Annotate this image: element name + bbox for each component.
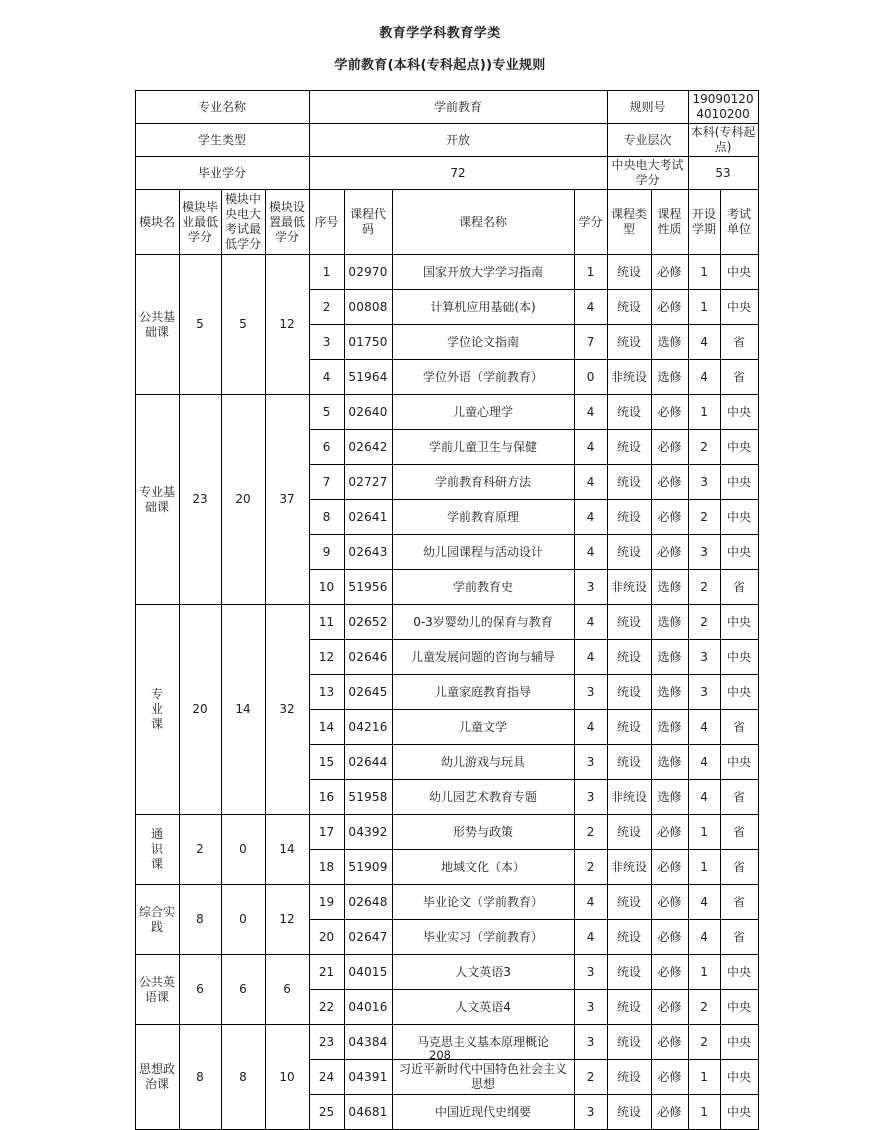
- course-nature: 必修: [651, 430, 688, 465]
- course-exam-unit: 省: [720, 360, 758, 395]
- course-seq: 3: [309, 325, 344, 360]
- course-seq: 5: [309, 395, 344, 430]
- col-header-course-type: 课程类型: [607, 190, 651, 255]
- course-type: 统设: [607, 605, 651, 640]
- course-credit: 4: [574, 640, 607, 675]
- course-exam-unit: 中央: [720, 745, 758, 780]
- course-seq: 16: [309, 780, 344, 815]
- course-credit: 2: [574, 815, 607, 850]
- course-term: 1: [688, 815, 720, 850]
- course-name: 学前儿童卫生与保健: [392, 430, 574, 465]
- module-set-min-cell: 12: [265, 255, 309, 395]
- document-subtitle: 学前教育(本科(专科起点))专业规则: [334, 58, 546, 73]
- course-seq: 15: [309, 745, 344, 780]
- course-credit: 4: [574, 605, 607, 640]
- module-set-min-cell: 10: [265, 1025, 309, 1130]
- course-term: 2: [688, 1025, 720, 1060]
- course-code: 04015: [344, 955, 392, 990]
- course-term: 2: [688, 570, 720, 605]
- course-exam-unit: 省: [720, 815, 758, 850]
- course-name: 幼儿游戏与玩具: [392, 745, 574, 780]
- course-name: 儿童文学: [392, 710, 574, 745]
- course-row: [135, 955, 758, 990]
- col-header-credit: 学分: [574, 190, 607, 255]
- page-number: 208: [429, 1048, 451, 1062]
- info-row: [135, 157, 758, 190]
- course-credit: 3: [574, 990, 607, 1025]
- course-name: 学前教育科研方法: [392, 465, 574, 500]
- course-credit: 3: [574, 955, 607, 990]
- module-name-cell: 公共英语课: [135, 955, 179, 1025]
- course-term: 3: [688, 535, 720, 570]
- course-code: 04681: [344, 1095, 392, 1130]
- course-exam-unit: 中央: [720, 465, 758, 500]
- course-code: 04016: [344, 990, 392, 1025]
- course-credit: 3: [574, 1025, 607, 1060]
- course-exam-unit: 省: [720, 710, 758, 745]
- course-row: [135, 395, 758, 430]
- course-seq: 22: [309, 990, 344, 1025]
- major-rule-table: [135, 90, 759, 1130]
- course-type: 统设: [607, 990, 651, 1025]
- course-code: 02644: [344, 745, 392, 780]
- info-label-right: 专业层次: [607, 124, 688, 157]
- course-code: 02646: [344, 640, 392, 675]
- course-seq: 2: [309, 290, 344, 325]
- course-nature: 选修: [651, 710, 688, 745]
- module-name-cell: 专业基础课: [135, 395, 179, 605]
- module-grad-min-cell: 2: [179, 815, 221, 885]
- course-credit: 4: [574, 395, 607, 430]
- course-term: 2: [688, 990, 720, 1025]
- document-title: 教育学学科教育学类: [379, 26, 501, 41]
- course-exam-unit: 省: [720, 325, 758, 360]
- course-term: 1: [688, 255, 720, 290]
- module-name-cell: 综合实践: [135, 885, 179, 955]
- course-nature: 必修: [651, 500, 688, 535]
- course-name: 国家开放大学学习指南: [392, 255, 574, 290]
- course-type: 非统设: [607, 360, 651, 395]
- course-code: 02640: [344, 395, 392, 430]
- course-name: 学前教育史: [392, 570, 574, 605]
- course-seq: 18: [309, 850, 344, 885]
- module-grad-min-cell: 5: [179, 255, 221, 395]
- course-term: 4: [688, 885, 720, 920]
- course-name: 人文英语3: [392, 955, 574, 990]
- course-nature: 选修: [651, 675, 688, 710]
- module-set-min-cell: 32: [265, 605, 309, 815]
- course-code: 51964: [344, 360, 392, 395]
- course-seq: 4: [309, 360, 344, 395]
- course-credit: 4: [574, 290, 607, 325]
- course-credit: 2: [574, 850, 607, 885]
- course-nature: 必修: [651, 815, 688, 850]
- course-nature: 必修: [651, 255, 688, 290]
- course-term: 2: [688, 430, 720, 465]
- course-term: 4: [688, 780, 720, 815]
- course-code: 02970: [344, 255, 392, 290]
- course-type: 统设: [607, 500, 651, 535]
- course-credit: 0: [574, 360, 607, 395]
- course-type: 非统设: [607, 850, 651, 885]
- course-exam-unit: 中央: [720, 1095, 758, 1130]
- course-nature: 选修: [651, 745, 688, 780]
- module-set-min-cell: 6: [265, 955, 309, 1025]
- course-seq: 23: [309, 1025, 344, 1060]
- module-central-min-cell: 5: [221, 255, 265, 395]
- course-type: 统设: [607, 395, 651, 430]
- course-code: 02727: [344, 465, 392, 500]
- course-exam-unit: 中央: [720, 1025, 758, 1060]
- course-exam-unit: 省: [720, 885, 758, 920]
- course-seq: 13: [309, 675, 344, 710]
- course-term: 1: [688, 395, 720, 430]
- info-label-right: 规则号: [607, 91, 688, 124]
- course-exam-unit: 中央: [720, 535, 758, 570]
- course-term: 1: [688, 1060, 720, 1095]
- course-term: 3: [688, 675, 720, 710]
- course-name: 幼儿园艺术教育专题: [392, 780, 574, 815]
- course-type: 统设: [607, 955, 651, 990]
- course-seq: 1: [309, 255, 344, 290]
- course-name: 儿童家庭教育指导: [392, 675, 574, 710]
- course-code: 02643: [344, 535, 392, 570]
- rule-table-container: [135, 90, 756, 1130]
- module-grad-min-cell: 8: [179, 1025, 221, 1130]
- course-type: 统设: [607, 255, 651, 290]
- course-credit: 3: [574, 570, 607, 605]
- course-code: 04392: [344, 815, 392, 850]
- course-type: 统设: [607, 675, 651, 710]
- course-exam-unit: 中央: [720, 500, 758, 535]
- info-row: [135, 91, 758, 124]
- course-type: 统设: [607, 1060, 651, 1095]
- course-exam-unit: 中央: [720, 675, 758, 710]
- course-type: 统设: [607, 325, 651, 360]
- info-row: [135, 124, 758, 157]
- course-nature: 必修: [651, 955, 688, 990]
- course-term: 4: [688, 745, 720, 780]
- course-exam-unit: 省: [720, 570, 758, 605]
- col-header-course-name: 课程名称: [392, 190, 574, 255]
- course-nature: 选修: [651, 605, 688, 640]
- course-seq: 6: [309, 430, 344, 465]
- course-term: 2: [688, 500, 720, 535]
- course-name: 儿童心理学: [392, 395, 574, 430]
- course-name: 计算机应用基础(本): [392, 290, 574, 325]
- course-name: 儿童发展问题的咨询与辅导: [392, 640, 574, 675]
- course-name: 马克思主义基本原理概论: [392, 1025, 574, 1060]
- course-exam-unit: 省: [720, 850, 758, 885]
- course-type: 统设: [607, 465, 651, 500]
- course-credit: 2: [574, 1060, 607, 1095]
- module-grad-min-cell: 6: [179, 955, 221, 1025]
- col-header-course-nature: 课程性质: [651, 190, 688, 255]
- course-credit: 4: [574, 710, 607, 745]
- course-code: 01750: [344, 325, 392, 360]
- course-term: 1: [688, 850, 720, 885]
- course-term: 4: [688, 710, 720, 745]
- col-header-term: 开设学期: [688, 190, 720, 255]
- course-type: 统设: [607, 290, 651, 325]
- course-seq: 7: [309, 465, 344, 500]
- course-exam-unit: 中央: [720, 990, 758, 1025]
- course-seq: 9: [309, 535, 344, 570]
- course-code: 04216: [344, 710, 392, 745]
- course-code: 02652: [344, 605, 392, 640]
- course-type: 非统设: [607, 780, 651, 815]
- info-label-right: 中央电大考试学分: [607, 157, 688, 190]
- course-code: 51958: [344, 780, 392, 815]
- course-nature: 选修: [651, 570, 688, 605]
- course-exam-unit: 中央: [720, 255, 758, 290]
- course-type: 统设: [607, 920, 651, 955]
- course-nature: 选修: [651, 325, 688, 360]
- course-seq: 19: [309, 885, 344, 920]
- course-nature: 必修: [651, 535, 688, 570]
- info-label-left: 毕业学分: [135, 157, 309, 190]
- course-code: 02642: [344, 430, 392, 465]
- course-credit: 4: [574, 500, 607, 535]
- course-name: 毕业论文（学前教育）: [392, 885, 574, 920]
- course-exam-unit: 省: [720, 920, 758, 955]
- course-credit: 4: [574, 465, 607, 500]
- info-value-left: 开放: [309, 124, 607, 157]
- course-credit: 3: [574, 745, 607, 780]
- course-row: [135, 605, 758, 640]
- course-code: 04391: [344, 1060, 392, 1095]
- course-nature: 必修: [651, 395, 688, 430]
- course-nature: 必修: [651, 290, 688, 325]
- course-seq: 20: [309, 920, 344, 955]
- info-value-left: 72: [309, 157, 607, 190]
- course-term: 4: [688, 920, 720, 955]
- course-type: 非统设: [607, 570, 651, 605]
- course-exam-unit: 中央: [720, 430, 758, 465]
- module-name-cell: 通 识 课: [135, 815, 179, 885]
- info-value-left: 学前教育: [309, 91, 607, 124]
- course-credit: 3: [574, 780, 607, 815]
- table-header-row: [135, 190, 758, 255]
- course-name: 习近平新时代中国特色社会主义思想: [392, 1060, 574, 1095]
- course-credit: 7: [574, 325, 607, 360]
- course-name: 0-3岁婴幼儿的保育与教育: [392, 605, 574, 640]
- course-name: 地域文化（本）: [392, 850, 574, 885]
- module-name-cell: 专 业 课: [135, 605, 179, 815]
- course-nature: 选修: [651, 640, 688, 675]
- course-exam-unit: 中央: [720, 290, 758, 325]
- course-seq: 25: [309, 1095, 344, 1130]
- col-header-seq: 序号: [309, 190, 344, 255]
- course-term: 3: [688, 640, 720, 675]
- col-header-course-code: 课程代码: [344, 190, 392, 255]
- course-code: 51909: [344, 850, 392, 885]
- module-central-min-cell: 20: [221, 395, 265, 605]
- course-seq: 21: [309, 955, 344, 990]
- module-name-cell: 思想政治课: [135, 1025, 179, 1130]
- course-type: 统设: [607, 535, 651, 570]
- course-seq: 11: [309, 605, 344, 640]
- course-term: 1: [688, 1095, 720, 1130]
- module-grad-min-cell: 8: [179, 885, 221, 955]
- course-nature: 必修: [651, 920, 688, 955]
- course-type: 统设: [607, 640, 651, 675]
- course-credit: 4: [574, 535, 607, 570]
- course-term: 3: [688, 465, 720, 500]
- course-nature: 必修: [651, 850, 688, 885]
- course-code: 02648: [344, 885, 392, 920]
- course-nature: 必修: [651, 1060, 688, 1095]
- course-name: 人文英语4: [392, 990, 574, 1025]
- module-central-min-cell: 8: [221, 1025, 265, 1130]
- course-exam-unit: 中央: [720, 955, 758, 990]
- module-set-min-cell: 37: [265, 395, 309, 605]
- course-name: 学位外语（学前教育）: [392, 360, 574, 395]
- course-row: [135, 885, 758, 920]
- course-type: 统设: [607, 710, 651, 745]
- info-value-right: 190901204010200: [688, 91, 758, 124]
- course-code: 51956: [344, 570, 392, 605]
- course-nature: 必修: [651, 1025, 688, 1060]
- course-nature: 必修: [651, 885, 688, 920]
- course-exam-unit: 中央: [720, 640, 758, 675]
- module-central-min-cell: 14: [221, 605, 265, 815]
- course-seq: 8: [309, 500, 344, 535]
- course-code: 02641: [344, 500, 392, 535]
- col-header-module-name: 模块名: [135, 190, 179, 255]
- course-code: 02645: [344, 675, 392, 710]
- module-grad-min-cell: 20: [179, 605, 221, 815]
- course-credit: 1: [574, 255, 607, 290]
- course-nature: 选修: [651, 360, 688, 395]
- course-name: 幼儿园课程与活动设计: [392, 535, 574, 570]
- course-seq: 14: [309, 710, 344, 745]
- course-name: 学位论文指南: [392, 325, 574, 360]
- course-nature: 必修: [651, 465, 688, 500]
- course-exam-unit: 中央: [720, 605, 758, 640]
- course-credit: 4: [574, 885, 607, 920]
- course-exam-unit: 中央: [720, 395, 758, 430]
- course-exam-unit: 省: [720, 780, 758, 815]
- module-central-min-cell: 0: [221, 815, 265, 885]
- course-seq: 12: [309, 640, 344, 675]
- course-type: 统设: [607, 815, 651, 850]
- course-term: 4: [688, 360, 720, 395]
- course-term: 1: [688, 955, 720, 990]
- course-nature: 必修: [651, 990, 688, 1025]
- course-row: [135, 815, 758, 850]
- module-name-cell: 公共基础课: [135, 255, 179, 395]
- course-name: 毕业实习（学前教育）: [392, 920, 574, 955]
- course-code: 04384: [344, 1025, 392, 1060]
- course-type: 统设: [607, 430, 651, 465]
- course-seq: 17: [309, 815, 344, 850]
- col-header-module-grad-min: 模块毕业最低学分: [179, 190, 221, 255]
- course-exam-unit: 中央: [720, 1060, 758, 1095]
- course-nature: 必修: [651, 1095, 688, 1130]
- info-value-right: 本科(专科起点): [688, 124, 758, 157]
- course-nature: 选修: [651, 780, 688, 815]
- col-header-module-central-exam-min: 模块中央电大考试最低学分: [221, 190, 265, 255]
- course-credit: 4: [574, 430, 607, 465]
- module-set-min-cell: 12: [265, 885, 309, 955]
- course-term: 1: [688, 290, 720, 325]
- course-type: 统设: [607, 885, 651, 920]
- course-seq: 10: [309, 570, 344, 605]
- module-central-min-cell: 0: [221, 885, 265, 955]
- module-central-min-cell: 6: [221, 955, 265, 1025]
- course-name: 学前教育原理: [392, 500, 574, 535]
- course-term: 4: [688, 325, 720, 360]
- course-code: 02647: [344, 920, 392, 955]
- course-type: 统设: [607, 745, 651, 780]
- course-type: 统设: [607, 1095, 651, 1130]
- info-value-right: 53: [688, 157, 758, 190]
- course-type: 统设: [607, 1025, 651, 1060]
- course-code: 00808: [344, 290, 392, 325]
- course-row: [135, 255, 758, 290]
- course-name: 中国近现代史纲要: [392, 1095, 574, 1130]
- course-credit: 4: [574, 920, 607, 955]
- col-header-module-set-min: 模块设置最低学分: [265, 190, 309, 255]
- course-credit: 3: [574, 675, 607, 710]
- course-seq: 24: [309, 1060, 344, 1095]
- info-label-left: 专业名称: [135, 91, 309, 124]
- info-label-left: 学生类型: [135, 124, 309, 157]
- course-term: 2: [688, 605, 720, 640]
- module-grad-min-cell: 23: [179, 395, 221, 605]
- module-set-min-cell: 14: [265, 815, 309, 885]
- course-name: 形势与政策: [392, 815, 574, 850]
- col-header-exam-unit: 考试单位: [720, 190, 758, 255]
- course-credit: 3: [574, 1095, 607, 1130]
